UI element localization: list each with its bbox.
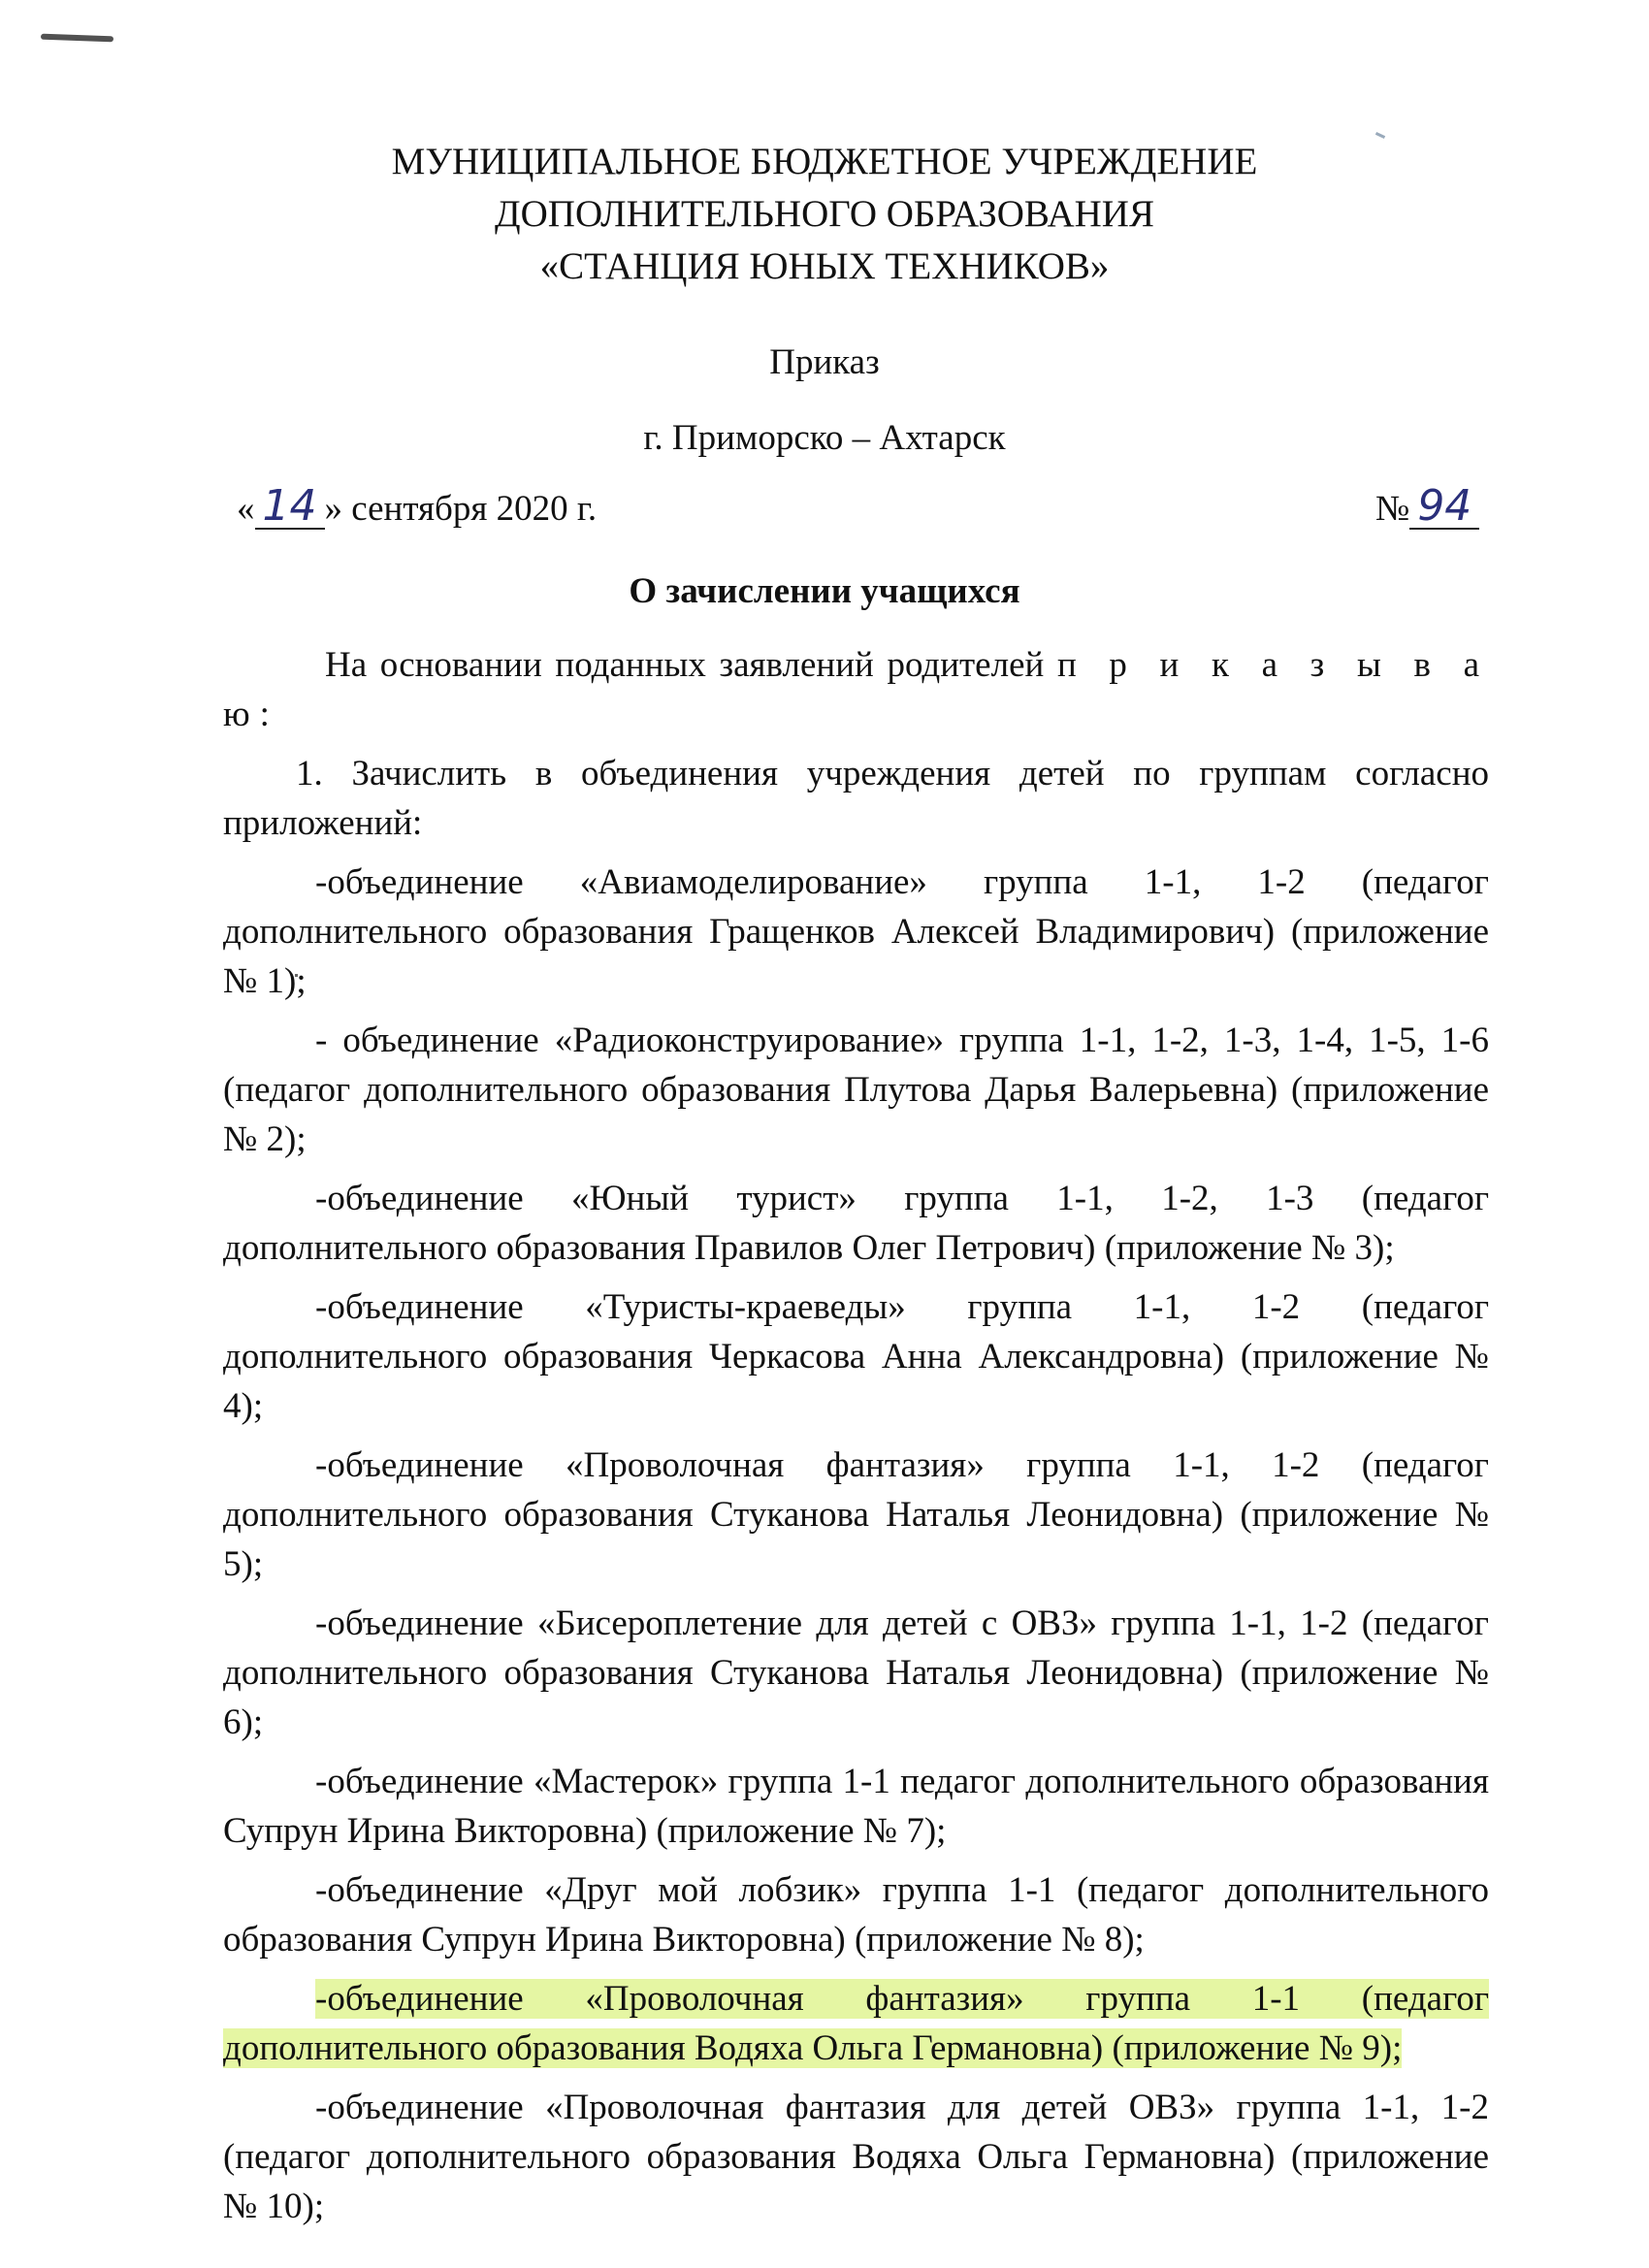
list-item: -объединение «Туристы-краеведы» группа 1-1, 1-2 (педагог дополнительного образования Черкасова Анна Александровна) (приложение № 4); — [223, 1287, 1489, 1426]
header-line-2: ДОПОЛНИТЕЛЬНОГО ОБРАЗОВАНИЯ — [495, 193, 1154, 235]
order-title: О зачислении учащихся — [629, 571, 1020, 611]
list-item-highlighted — [223, 1974, 1489, 2073]
list-item: -объединение «Проволочная фантазия для детей ОВЗ» группа 1-1, 1-2 (педагог дополнительного образования Водяха Ольга Германовна) (приложение № 10); — [223, 2088, 1489, 2226]
list-item: -объединение «Юный турист» группа 1-1, 1-2, 1-3 (педагог дополнительного образования Правилов Олег Петрович) (приложение № 3); — [223, 1179, 1489, 1268]
intro-text: На основании поданных заявлений родителей — [325, 645, 1045, 685]
list-item: -объединение «Бисероплетение для детей с ОВЗ» группа 1-1, 1-2 (педагог дополнительного образования Стуканова Наталья Леонидовна) (приложение № 6); — [223, 1604, 1489, 1742]
order-body — [223, 640, 1489, 2241]
list-item: - объединение «Радиоконструирование» группа 1-1, 1-2, 1-3, 1-4, 1-5, 1-6 (педагог дополнительного образования Плутова Дарья Валерьевна) (приложение № 2); — [223, 1021, 1489, 1159]
institution-header — [0, 136, 1649, 293]
city-line: г. Приморско – Ахтарск — [643, 418, 1006, 458]
item-1: 1. Зачислить в объединения учреждения детей по группам согласно приложений: — [223, 754, 1489, 843]
header-line-1: МУНИЦИПАЛЬНОЕ БЮДЖЕТНОЕ УЧРЕЖДЕНИЕ — [391, 141, 1258, 182]
list-item: -объединение «Проволочная фантазия» группа 1-1, 1-2 (педагог дополнительного образования Стуканова Наталья Леонидовна) (приложение № 5); — [223, 1445, 1489, 1584]
number-label: № — [1375, 489, 1410, 529]
list-item: -объединение «Авиамоделирование» группа 1-1, 1-2 (педагог дополнительного образования Гращенков Алексей Владимирович) (приложение № 1); — [223, 862, 1489, 1001]
intro-paragraph — [223, 640, 1489, 739]
list-item: -объединение «Мастерок» группа 1-1 педагог дополнительного образования Супрун Ирина Викторовна) (приложение № 7); — [223, 1762, 1489, 1851]
date-month-year: » сентября 2020 г. — [324, 489, 598, 529]
order-number — [1375, 481, 1479, 531]
date-day-handwritten: 14 — [255, 485, 325, 530]
date-open-quote: « — [237, 489, 255, 529]
document-type: Приказ — [769, 342, 880, 382]
header-line-3: «СТАНЦИЯ ЮНЫХ ТЕХНИКОВ» — [539, 245, 1110, 287]
date-line — [237, 481, 598, 531]
list-item: -объединение «Друг мой лобзик» группа 1-1 (педагог дополнительного образования Супрун Ирина Викторовна) (приложение № 8); — [223, 1870, 1489, 1960]
pen-mark — [41, 34, 113, 43]
highlight-marker: -объединение «Проволочная фантазия» группа 1-1 (педагог дополнительного образования Водяха Ольга Германовна) (приложение № 9); — [223, 1979, 1489, 2068]
number-value-handwritten: 94 — [1409, 485, 1479, 530]
order-word: п р и к а з ы в а ю: — [223, 645, 1489, 734]
